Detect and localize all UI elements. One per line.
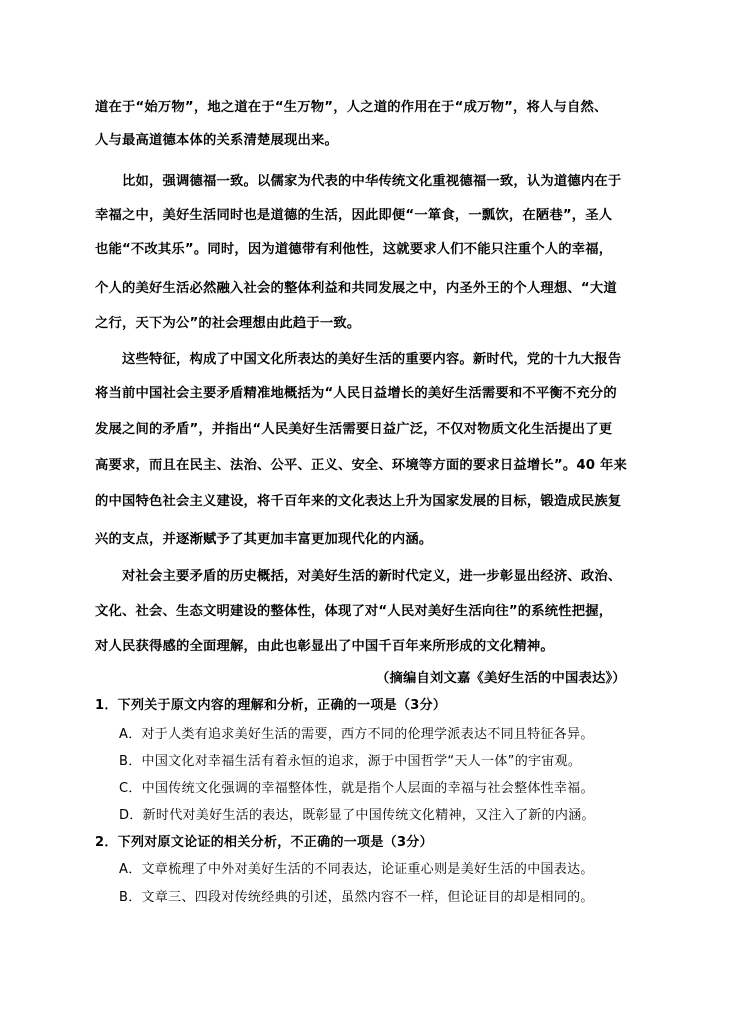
para3-line4: 高要求，而且在民主、法治、公平、正义、安全、环境等方面的要求日益增长”。40 年来: [95, 458, 628, 473]
para2-line2: 幸福之中，美好生活同时也是道德的生活，因此即便“一箪食，一瓢饮，在陋巷”，圣人: [95, 208, 613, 223]
question-1-option-d[interactable]: D．新时代对美好生活的表达，既彰显了中国传统文化精神，又注入了新的内涵。: [119, 808, 595, 823]
question-2-option-b[interactable]: B．文章三、四段对传统经典的引述，虽然内容不一样，但论证目的却是相同的。: [119, 890, 594, 905]
para2-line4: 个人的美好生活必然融入社会的整体利益和共同发展之中，内圣外王的个人理想、“大道: [95, 281, 617, 296]
para1-line2: 人与最高道德本体的关系清楚展现出来。: [95, 133, 338, 148]
para2-line3: 也能“不改其乐”。同时，因为道德带有利他性，这就要求人们不能只注重个人的幸福，: [95, 242, 613, 257]
question-2-option-a[interactable]: A．文章梳理了中外对美好生活的不同表达，论证重心则是美好生活的中国表达。: [119, 862, 594, 877]
para4-line1: 对社会主要矛盾的历史概括，对美好生活的新时代定义，进一步彰显出经济、政治、: [122, 569, 622, 584]
question-1-stem: 1．下列关于原文内容的理解和分析，正确的一项是（3分）: [95, 698, 447, 713]
para3-line5: 的中国特色社会主义建设，将千百年来的文化表达上升为国家发展的目标，锻造成民族复: [95, 494, 622, 509]
para3-line1: 这些特征，构成了中国文化所表达的美好生活的重要内容。新时代，党的十九大报告: [122, 352, 622, 367]
question-2-stem: 2．下列对原文论证的相关分析，不正确的一项是（3分）: [95, 835, 433, 850]
para3-line2: 将当前中国社会主要矛盾精准地概括为“人民日益增长的美好生活需要和不平衡不充分的: [95, 386, 617, 401]
para2-line1: 比如，强调德福一致。以儒家为代表的中华传统文化重视德福一致，认为道德内在于: [122, 174, 622, 189]
para3-line6: 兴的支点，并逐渐赋予了其更加丰富更加现代化的内涵。: [95, 532, 433, 547]
para4-line3: 对人民获得感的全面理解，由此也彰显出了中国千百年来所形成的文化精神。: [95, 639, 554, 654]
question-1-option-b[interactable]: B．中国文化对幸福生活有着永恒的追求，源于中国哲学“天人一体”的宇宙观。: [119, 754, 582, 769]
source-citation: （摘编自刘文嘉《美好生活的中国表达》）: [376, 671, 626, 686]
para2-line5: 之行，天下为公”的社会理想由此趋于一致。: [95, 316, 361, 331]
para3-line3: 发展之间的矛盾”，并指出“人民美好生活需要日益广泛，不仅对物质文化生活提出了更: [95, 422, 613, 437]
para1-line1: 道在于“始万物”，地之道在于“生万物”，人之道的作用在于“成万物”，将人与自然、: [95, 100, 608, 115]
para4-line2: 文化、社会、生态文明建设的整体性，体现了对“人民对美好生活向往”的系统性把握，: [95, 604, 613, 619]
question-1-option-c[interactable]: C．中国传统文化强调的幸福整体性，就是指个人层面的幸福与社会整体性幸福。: [119, 781, 594, 796]
question-1-option-a[interactable]: A．对于人类有追求美好生活的需要，西方不同的伦理学派表达不同且特征各异。: [119, 727, 594, 742]
